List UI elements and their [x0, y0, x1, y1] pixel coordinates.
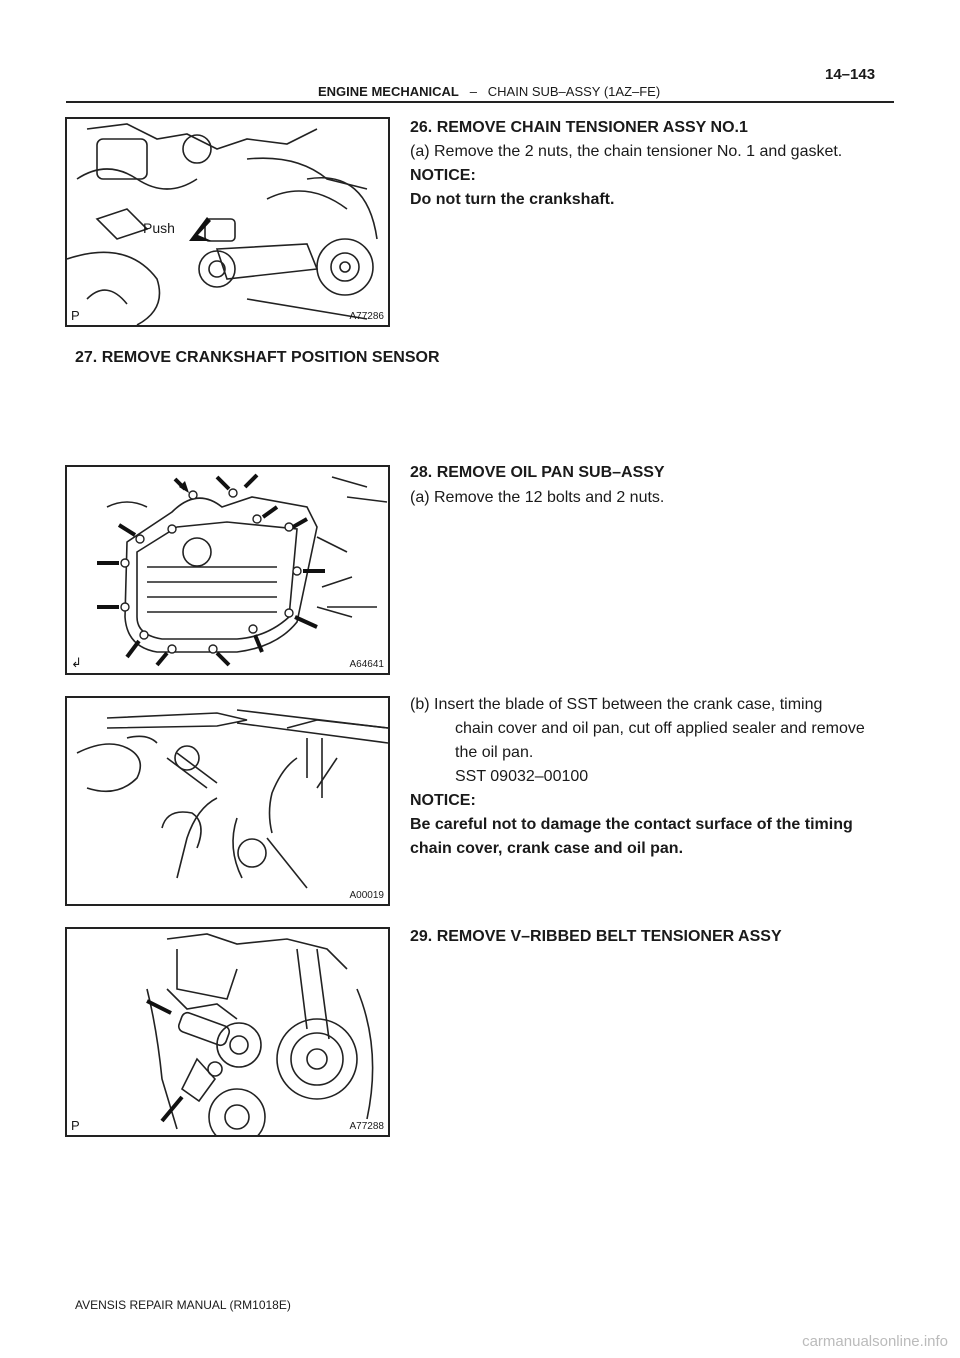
- figure-belt-tensioner: [65, 927, 390, 1137]
- step-28-b-line2: chain cover and oil pan, cut off applied sealer and remove: [455, 720, 865, 737]
- engine-drawing-1: [67, 119, 388, 325]
- step-28-a: (a) Remove the 12 bolts and 2 nuts.: [410, 489, 665, 506]
- step-27-title: 27. REMOVE CRANKSHAFT POSITION SENSOR: [75, 349, 440, 366]
- step-26-notice-label: NOTICE:: [410, 167, 476, 184]
- figure-mark: P: [71, 1118, 80, 1133]
- step-28-notice-line1: Be careful not to damage the contact surface of the timing: [410, 816, 853, 833]
- step-28-title: 28. REMOVE OIL PAN SUB–ASSY: [410, 464, 665, 481]
- page-number: 14–143: [825, 66, 876, 83]
- sst-drawing: [67, 698, 388, 904]
- header-rule: [66, 101, 894, 103]
- figure-mark: P: [71, 308, 80, 323]
- figure-oil-pan: [65, 465, 390, 675]
- step-26-title: 26. REMOVE CHAIN TENSIONER ASSY NO.1: [410, 119, 748, 136]
- belt-tensioner-drawing: [67, 929, 388, 1135]
- step-26-notice-text: Do not turn the crankshaft.: [410, 191, 615, 208]
- figure-sst-blade: [65, 696, 390, 906]
- section-title: ENGINE MECHANICAL: [318, 84, 459, 99]
- figure-mark: ↲: [71, 655, 82, 670]
- arrow-icon: [162, 1097, 182, 1121]
- step-29-title: 29. REMOVE V–RIBBED BELT TENSIONER ASSY: [410, 928, 782, 945]
- step-28-notice-line2: chain cover, crank case and oil pan.: [410, 840, 684, 857]
- step-28-b-line1: (b) Insert the blade of SST between the crank case, timing: [410, 696, 823, 713]
- push-arrow-icon: [189, 217, 212, 241]
- step-28-b-sst: SST 09032–00100: [455, 768, 589, 785]
- oil-pan-drawing: [67, 467, 388, 673]
- push-label: Push: [143, 220, 175, 236]
- step-28-b-line3: the oil pan.: [455, 744, 534, 761]
- figure-code: A00019: [349, 890, 384, 901]
- subsection-title: CHAIN SUB–ASSY (1AZ–FE): [487, 84, 661, 99]
- figure-code: A77286: [349, 311, 384, 322]
- step-26-a: (a) Remove the 2 nuts, the chain tensioner No. 1 and gasket.: [410, 143, 843, 160]
- figure-code: A77288: [349, 1121, 384, 1132]
- header-separator: –: [469, 84, 477, 99]
- figure-code: A64641: [349, 659, 384, 670]
- figure-chain-tensioner: [65, 117, 390, 327]
- page-header-section: [318, 84, 660, 99]
- step-28-notice-label: NOTICE:: [410, 792, 476, 809]
- watermark: carmanualsonline.info: [802, 1333, 948, 1350]
- footer-manual: AVENSIS REPAIR MANUAL (RM1018E): [75, 1298, 291, 1312]
